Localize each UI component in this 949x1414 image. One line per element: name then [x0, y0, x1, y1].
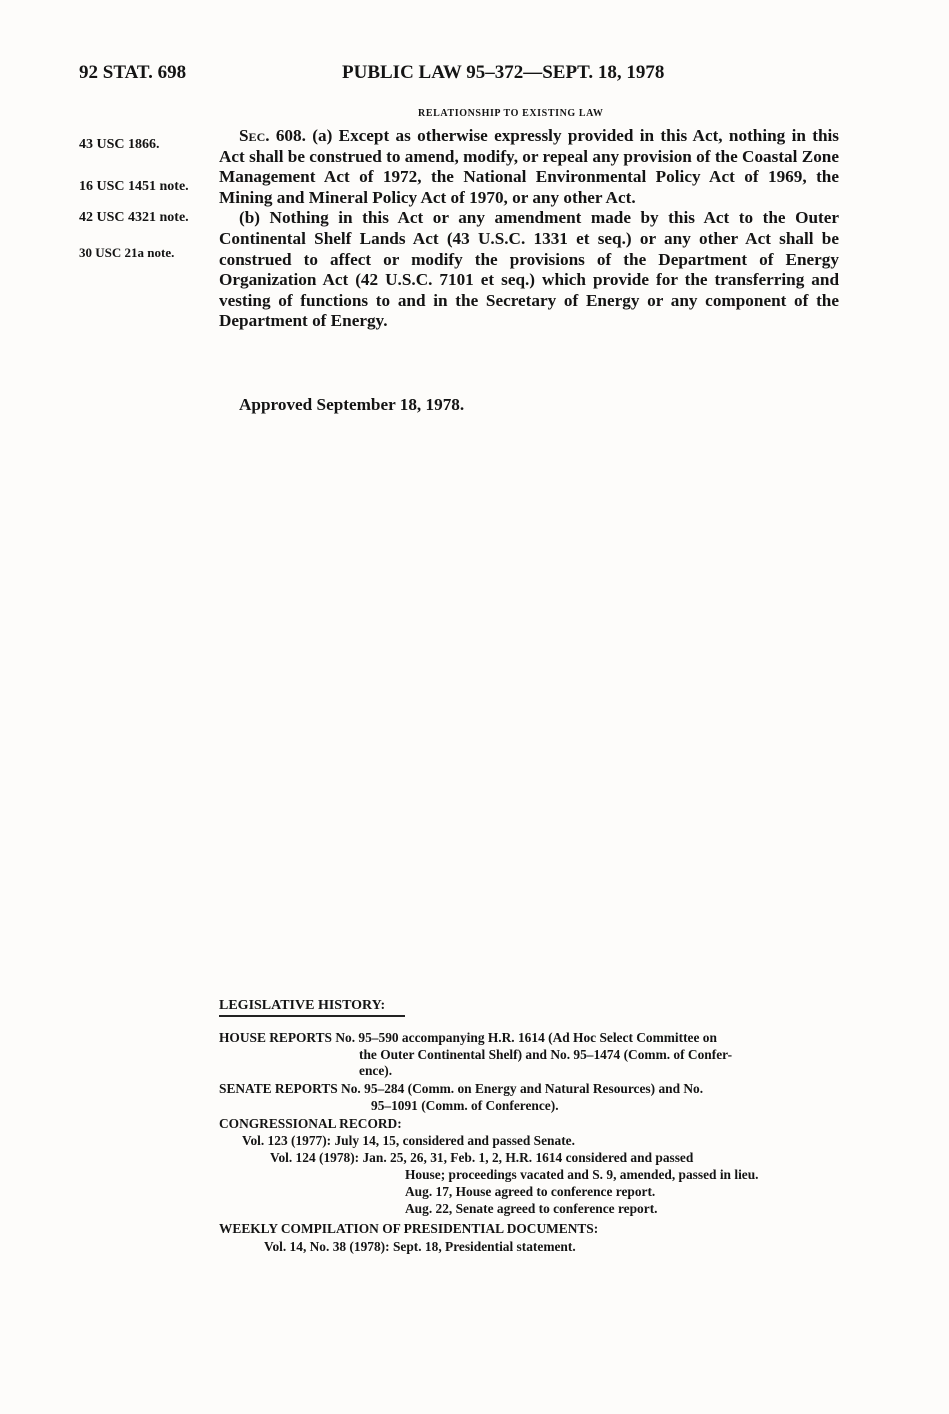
weekly-compilation-title: WEEKLY COMPILATION OF PRESIDENTIAL DOCUMENTS:	[219, 1221, 599, 1236]
house-reports-line2: the Outer Continental Shelf) and No. 95–1474 (Comm. of Confer-	[359, 1046, 733, 1062]
paragraph-a-text: (a) Except as otherwise expressly provided in this Act, nothing in this Act shall be construed to amend, modify, or repeal any provision of the Coastal Zone Management Act of 1972, the National Environmental Policy Act of 1969, the Mining and Mineral Policy Act of 1970, or any other Act.	[219, 126, 839, 207]
page-running-head: PUBLIC LAW 95–372—SEPT. 18, 1978	[342, 62, 665, 83]
house-reports-line3: ence).	[359, 1063, 393, 1078]
paragraph-a	[219, 126, 839, 208]
legislative-history-underline	[219, 1015, 405, 1017]
record-vol-123: Vol. 123 (1977): July 14, 15, considered and passed Senate.	[242, 1133, 575, 1148]
record-aug-22: Aug. 22, Senate agreed to conference report.	[405, 1201, 658, 1216]
congressional-record-title: CONGRESSIONAL RECORD:	[219, 1116, 402, 1131]
section-label: Sec. 608.	[239, 126, 306, 145]
senate-reports-entry	[219, 1081, 841, 1114]
page-stat-reference: 92 STAT. 698	[79, 62, 187, 83]
margin-note-42-usc: 42 USC 4321 note.	[79, 210, 189, 225]
record-aug-17: Aug. 17, House agreed to conference report.	[405, 1184, 656, 1199]
margin-note-30-usc: 30 USC 21a note.	[79, 245, 175, 260]
section-body	[219, 126, 839, 332]
margin-note-43-usc: 43 USC 1866.	[79, 137, 160, 152]
paragraph-b: (b) Nothing in this Act or any amendment made by this Act to the Outer Continental Shelf Lands Act (43 U.S.C. 1331 et seq.) or any other Act shall be construed to affect or modify the provisions of the Department of Energy Organization Act (42 U.S.C. 7101 et seq.) which provide for the transferring and vesting of functions to and in the Secretary of Energy or any component of the Department of Energy.	[219, 208, 839, 331]
senate-reports-line2: 95–1091 (Comm. of Conference).	[371, 1097, 559, 1113]
record-vol-124-line2: House; proceedings vacated and S. 9, amended, passed in lieu.	[405, 1166, 759, 1182]
legislative-history-title: LEGISLATIVE HISTORY:	[219, 998, 386, 1013]
approval-date: Approved September 18, 1978.	[239, 395, 465, 414]
senate-reports-line1: SENATE REPORTS No. 95–284 (Comm. on Energy and Natural Resources) and No.	[219, 1081, 704, 1096]
record-vol-124-line1: Vol. 124 (1978): Jan. 25, 26, 31, Feb. 1, 2, H.R. 1614 considered and passed	[270, 1150, 694, 1165]
house-reports-entry	[219, 1030, 841, 1080]
margin-note-16-usc: 16 USC 1451 note.	[79, 179, 189, 194]
record-vol-124	[270, 1150, 842, 1183]
house-reports-line1: HOUSE REPORTS No. 95–590 accompanying H.R. 1614 (Ad Hoc Select Committee on	[219, 1030, 717, 1045]
section-heading: RELATIONSHIP TO EXISTING LAW	[418, 108, 604, 119]
weekly-compilation-vol-14: Vol. 14, No. 38 (1978): Sept. 18, Presidential statement.	[264, 1239, 576, 1254]
